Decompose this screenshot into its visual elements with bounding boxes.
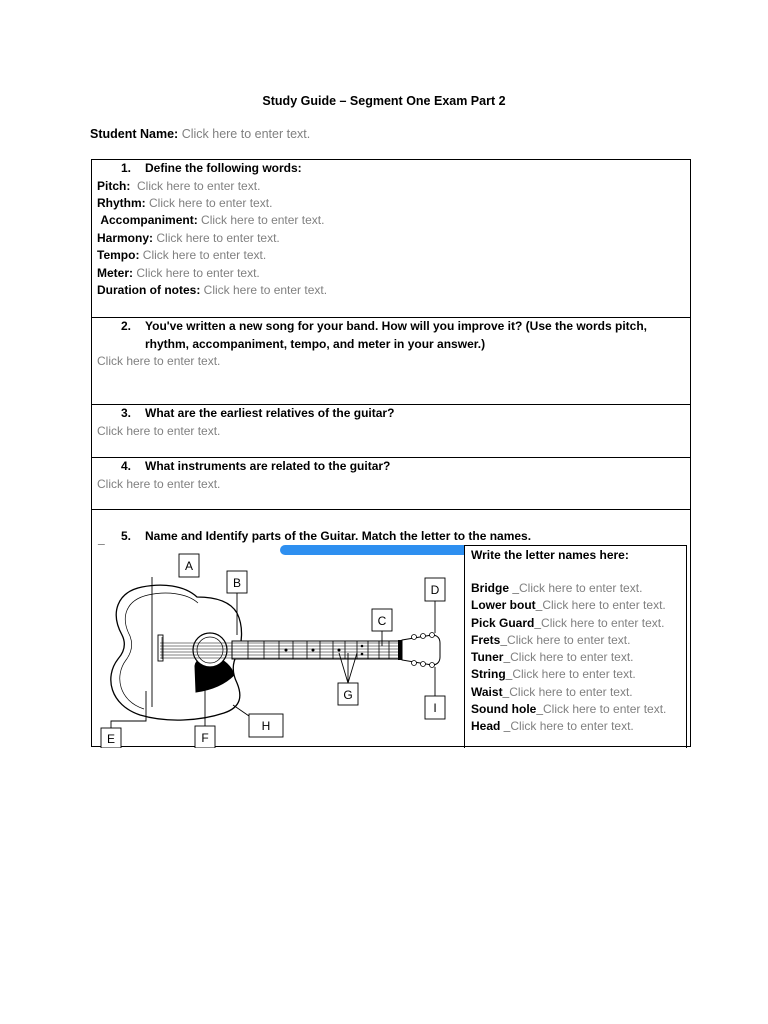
term-label: Pitch: bbox=[97, 178, 131, 193]
part-row bbox=[471, 684, 686, 701]
question-3-heading bbox=[121, 405, 685, 423]
stray-underscore: _ bbox=[98, 532, 105, 546]
term-row bbox=[97, 195, 685, 212]
part-field[interactable]: Click here to enter text. bbox=[541, 615, 665, 630]
part-field[interactable]: Click here to enter text. bbox=[510, 719, 634, 734]
letter-a: A bbox=[184, 559, 194, 573]
term-field[interactable]: Click here to enter text. bbox=[156, 230, 280, 245]
letter-c: C bbox=[377, 614, 387, 628]
question-4-text: What instruments are related to the guitar? bbox=[145, 459, 391, 473]
letter-i: I bbox=[433, 701, 437, 715]
student-name-row bbox=[90, 127, 310, 141]
question-1-text: Define the following words: bbox=[145, 161, 302, 175]
letter-h: H bbox=[261, 719, 271, 733]
question-3-cell bbox=[97, 405, 685, 440]
part-row bbox=[471, 615, 686, 632]
term-label: Duration of notes: bbox=[97, 282, 201, 297]
term-label: Harmony: bbox=[97, 230, 154, 245]
guitar-head bbox=[402, 635, 440, 665]
question-2-cell bbox=[97, 318, 685, 370]
guitar-neck bbox=[232, 641, 400, 659]
term-field[interactable]: Click here to enter text. bbox=[142, 248, 267, 263]
part-row bbox=[471, 701, 686, 718]
question-2-number: 2. bbox=[121, 319, 132, 333]
part-field[interactable]: Click here to enter text. bbox=[509, 684, 633, 699]
part-row bbox=[471, 632, 686, 649]
question-2-text: You've written a new song for your band. How will you improve it? (Use the words pitch, rhythm, accompaniment, tempo, and meter in your answer.) bbox=[145, 319, 648, 351]
question-5-number: 5. bbox=[121, 529, 132, 543]
part-label: String_ bbox=[471, 667, 513, 682]
part-label: Sound hole_ bbox=[471, 702, 543, 717]
letter-e: E bbox=[106, 732, 116, 746]
part-label: Lower bout_ bbox=[471, 598, 543, 613]
question-5-cell bbox=[97, 528, 685, 546]
part-field[interactable]: Click here to enter text. bbox=[542, 598, 666, 613]
part-field[interactable]: Click here to enter text. bbox=[519, 581, 643, 595]
letter-b: B bbox=[232, 576, 242, 590]
part-label: Pick Guard_ bbox=[471, 615, 542, 630]
part-field[interactable]: Click here to enter text. bbox=[512, 667, 636, 682]
letter-d: D bbox=[430, 583, 440, 597]
row-divider bbox=[92, 509, 690, 510]
question-3-answer-field[interactable]: Click here to enter text. bbox=[97, 423, 221, 438]
question-1-heading bbox=[121, 160, 685, 178]
question-2-heading bbox=[121, 318, 685, 353]
term-field[interactable]: Click here to enter text. bbox=[137, 178, 261, 193]
letter-names-box bbox=[464, 545, 687, 748]
question-3-number: 3. bbox=[121, 406, 132, 420]
part-label: Tuner_ bbox=[471, 650, 511, 665]
question-4-number: 4. bbox=[121, 459, 132, 473]
question-1-cell bbox=[97, 160, 685, 299]
letter-f: F bbox=[201, 731, 209, 745]
part-field[interactable]: Click here to enter text. bbox=[543, 702, 667, 717]
term-field[interactable]: Click here to enter text. bbox=[201, 213, 325, 228]
term-field[interactable]: Click here to enter text. bbox=[203, 282, 328, 297]
term-row bbox=[97, 230, 685, 247]
question-2-answer-field[interactable]: Click here to enter text. bbox=[97, 354, 221, 368]
question-1-number: 1. bbox=[121, 161, 132, 175]
question-4-cell bbox=[97, 458, 685, 493]
part-field[interactable]: Click here to enter text. bbox=[510, 650, 634, 665]
part-label: Waist_ bbox=[471, 684, 510, 699]
student-name-field[interactable]: Click here to enter text. bbox=[181, 127, 311, 141]
guitar-diagram bbox=[92, 545, 464, 748]
part-row bbox=[471, 718, 686, 735]
question-5-text: Name and Identify parts of the Guitar. Match the letter to the names. bbox=[145, 529, 532, 543]
part-row bbox=[471, 649, 686, 666]
page-title: Study Guide – Segment One Exam Part 2 bbox=[262, 94, 506, 108]
term-label: Rhythm: bbox=[97, 195, 146, 210]
question-4-heading bbox=[121, 458, 685, 476]
part-row bbox=[471, 597, 686, 614]
term-label: Accompaniment: bbox=[100, 213, 198, 228]
part-field[interactable]: Click here to enter text. bbox=[507, 632, 631, 647]
question-3-text: What are the earliest relatives of the guitar? bbox=[145, 406, 395, 420]
study-guide-table bbox=[91, 159, 691, 747]
letter-g: G bbox=[343, 688, 353, 702]
term-row bbox=[97, 212, 685, 229]
part-label: Head _ bbox=[471, 719, 511, 734]
term-label: Meter: bbox=[97, 265, 134, 280]
part-label: Bridge _ bbox=[471, 581, 520, 595]
term-label: Tempo: bbox=[97, 248, 140, 263]
part-label: Frets_ bbox=[471, 632, 508, 647]
term-field[interactable]: Click here to enter text. bbox=[136, 265, 260, 280]
part-row bbox=[471, 666, 686, 683]
term-row bbox=[97, 247, 685, 264]
question-5-heading bbox=[121, 528, 685, 546]
term-row bbox=[97, 178, 685, 195]
part-row bbox=[471, 580, 686, 597]
letter-names-title: Write the letter names here: bbox=[471, 548, 629, 562]
term-field[interactable]: Click here to enter text. bbox=[149, 195, 273, 210]
student-name-label: Student Name: bbox=[90, 127, 179, 141]
question-4-answer-field[interactable]: Click here to enter text. bbox=[97, 476, 221, 491]
term-row bbox=[97, 265, 685, 282]
term-row bbox=[97, 282, 685, 299]
